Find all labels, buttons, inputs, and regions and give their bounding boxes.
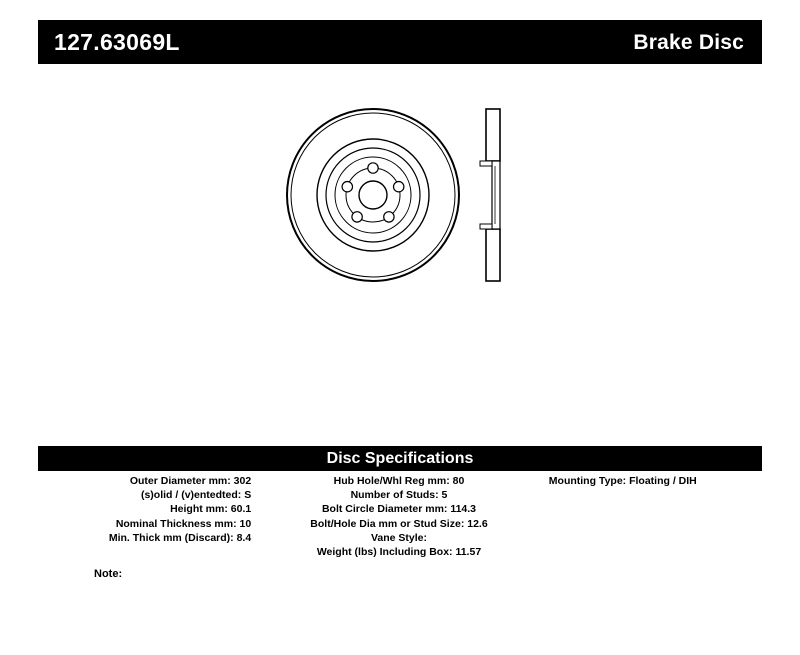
spec-outer-diameter: Outer Diameter mm: 302 xyxy=(129,475,252,487)
spec-section-bar xyxy=(38,446,762,471)
note-label: Note: xyxy=(94,568,123,580)
part-number: 127.63069L xyxy=(54,28,180,55)
drawing-area xyxy=(38,80,762,420)
header-bar xyxy=(38,20,762,64)
spec-mounting-type: Mounting Type: Floating / DIH xyxy=(548,475,697,487)
spec-nominal-thickness: Nominal Thickness mm: 10 xyxy=(115,517,252,530)
spec-hub-hole: Hub Hole/Whl Reg mm: 80 xyxy=(333,475,465,487)
spec-number-of-studs: Number of Studs: 5 xyxy=(350,489,448,502)
spec-column-right xyxy=(543,474,762,488)
spec-weight: Weight (lbs) Including Box: 11.57 xyxy=(316,546,482,559)
spec-solid-vented: (s)olid / (v)entedted: S xyxy=(140,489,252,502)
spec-min-thickness: Min. Thick mm (Discard): 8.4 xyxy=(108,531,252,544)
rotor-front-view xyxy=(283,105,463,285)
spec-bolt-hole-dia: Bolt/Hole Dia mm or Stud Size: 12.6 xyxy=(310,517,488,530)
rotor-side-view xyxy=(458,105,528,285)
spec-column-left xyxy=(38,474,255,545)
spec-section-title: Disc Specifications xyxy=(326,449,474,467)
page-title: Brake Disc xyxy=(633,30,744,54)
spec-columns xyxy=(38,474,762,559)
spec-height: Height mm: 60.1 xyxy=(170,503,252,516)
spec-column-middle xyxy=(255,474,543,559)
spec-vane-style: Vane Style: xyxy=(370,531,427,544)
spec-bolt-circle-diameter: Bolt Circle Diameter mm: 114.3 xyxy=(321,503,477,516)
